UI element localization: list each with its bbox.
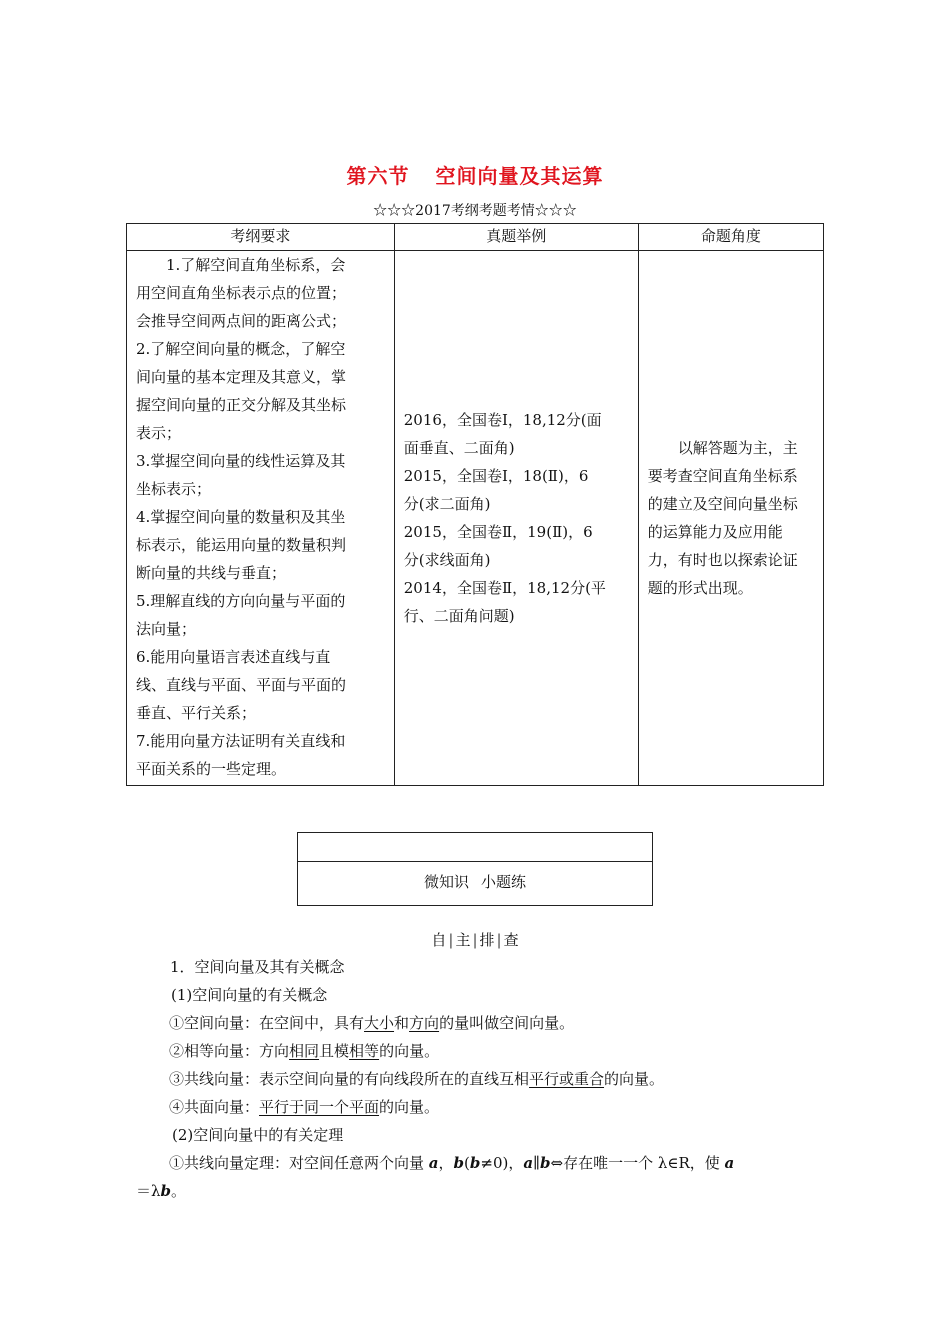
concept-item: ①空间向量：在空间中，具有大小和方向的量叫做空间向量。	[169, 1014, 575, 1032]
table-row	[127, 251, 824, 786]
header-angle: 命题角度	[638, 224, 823, 251]
example-line: 面垂直、二面角)	[403, 439, 515, 457]
underlined-answer: 平行或重合	[529, 1070, 605, 1088]
requirement-line: 垂直、平行关系；	[136, 704, 257, 722]
requirements-cell	[127, 251, 395, 786]
angle-line: 力，有时也以探索论证	[647, 551, 798, 569]
requirement-line: 1.了解空间直角坐标系，会	[136, 256, 346, 274]
requirement-line: 标表示，能运用向量的数量积判	[136, 536, 347, 554]
self-check-char: 主	[455, 931, 471, 949]
section-title: 空间向量及其运算	[435, 164, 604, 188]
requirement-line: 握空间向量的正交分解及其坐标	[136, 396, 347, 414]
requirement-line: 2.了解空间向量的概念，了解空	[136, 340, 346, 358]
requirement-line: 会推导空间两点间的距离公式；	[136, 312, 347, 330]
requirement-line: 表示；	[136, 424, 182, 442]
angle-line: 的建立及空间向量坐标	[647, 495, 798, 513]
section-number: 第六节	[346, 164, 410, 188]
examples-cell	[394, 251, 638, 786]
example-line: 行、二面角问题)	[403, 607, 515, 625]
table-header-row	[127, 224, 824, 251]
header-requirements: 考纲要求	[127, 224, 395, 251]
concept-item: ③共线向量：表示空间向量的有向线段所在的直线互相平行或重合的向量。	[169, 1070, 665, 1088]
requirement-line: 用空间直角坐标表示点的位置；	[136, 284, 347, 302]
example-line: 2015，全国卷Ⅱ，19(Ⅱ)，6	[403, 523, 593, 541]
angle-line: 题的形式出现。	[647, 579, 753, 597]
underlined-answer: 相等	[349, 1042, 380, 1060]
requirement-line: 6.能用向量语言表述直线与直	[136, 648, 331, 666]
requirement-line: 坐标表示；	[136, 480, 212, 498]
theorem-line: ＝λb。	[136, 1182, 187, 1200]
example-line: 2016，全国卷Ⅰ，18,12分(面	[403, 411, 602, 429]
underlined-answer: 相同	[289, 1042, 320, 1060]
angle-line: 以解答题为主，主	[647, 439, 798, 457]
exam-subtitle: ☆☆☆2017考纲考题考情☆☆☆	[373, 203, 577, 219]
self-check-heading: 自 | 主 | 排 | 查	[431, 931, 519, 949]
example-line: 2014，全国卷Ⅱ，18,12分(平	[403, 579, 606, 597]
self-check-char: 排	[479, 931, 495, 949]
theorem-line: ①共线向量定理：对空间任意两个向量 a，b(b≠0)，a∥b⇔存在唯一一个 λ∈R，使 a	[169, 1154, 735, 1172]
angle-line: 要考查空间直角坐标系	[647, 467, 798, 485]
angle-cell	[638, 251, 823, 786]
box-label	[298, 871, 652, 892]
box-label-left: 微知识	[423, 873, 469, 891]
exam-requirements-table	[126, 223, 824, 786]
concept-item: ②相等向量：方向相同且模相等的向量。	[169, 1042, 440, 1060]
concept-item: ④共面向量：平行于同一个平面的向量。	[169, 1098, 440, 1116]
underlined-answer: 大小	[364, 1014, 395, 1032]
micro-knowledge-box	[297, 832, 653, 906]
self-check-char: 查	[503, 931, 519, 949]
underlined-answer: 方向	[409, 1014, 440, 1032]
section-heading: 1．空间向量及其有关概念	[170, 958, 345, 976]
box-label-right: 小题练	[481, 873, 527, 891]
subsection-heading: (2)空间向量中的有关定理	[172, 1126, 344, 1144]
page-title	[0, 160, 950, 189]
example-line: 2015，全国卷Ⅰ，18(Ⅱ)，6	[403, 467, 589, 485]
angle-line: 的运算能力及应用能	[647, 523, 783, 541]
requirement-line: 断向量的共线与垂直；	[136, 564, 287, 582]
requirement-line: 间向量的基本定理及其意义，掌	[136, 368, 347, 386]
requirement-line: 平面关系的一些定理。	[136, 760, 287, 778]
requirement-line: 线、直线与平面、平面与平面的	[136, 676, 347, 694]
requirement-line: 法向量；	[136, 620, 197, 638]
requirement-line: 3.掌握空间向量的线性运算及其	[136, 452, 346, 470]
example-line: 分(求线面角)	[403, 551, 491, 569]
box-divider	[298, 861, 652, 862]
requirement-line: 7.能用向量方法证明有关直线和	[136, 732, 346, 750]
requirement-line: 5.理解直线的方向向量与平面的	[136, 592, 346, 610]
self-check-char: 自	[431, 931, 447, 949]
example-line: 分(求二面角)	[403, 495, 491, 513]
underlined-answer: 平行于同一个平面	[259, 1098, 380, 1116]
header-examples: 真题举例	[394, 224, 638, 251]
requirement-line: 4.掌握空间向量的数量积及其坐	[136, 508, 346, 526]
subsection-heading: (1)空间向量的有关概念	[171, 986, 328, 1004]
